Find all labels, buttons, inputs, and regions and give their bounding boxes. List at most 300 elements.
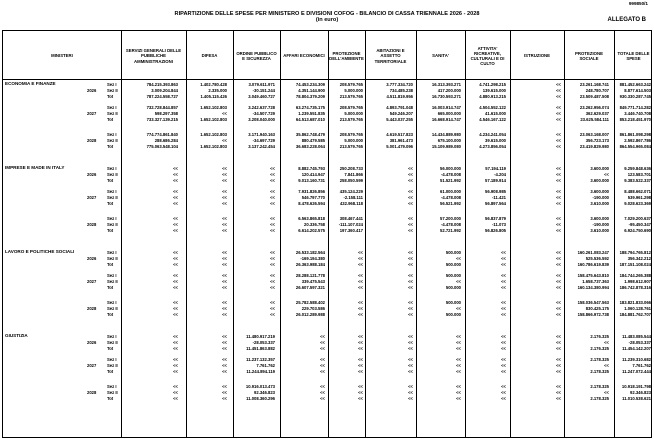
table-cell: 500.000 (445, 273, 461, 278)
column-header: ATTIVITA' RICREATIVE, CULTURALI E DI CULTO (470, 45, 505, 67)
table-cell: << (222, 285, 227, 290)
section-label: Sez I (107, 189, 117, 194)
table-cell: << (270, 306, 275, 311)
table-cell: 500.000 (445, 285, 461, 290)
section-label: Sez II (107, 222, 118, 227)
table-cell: << (604, 390, 609, 395)
table-cell: 864.554.965.084 (619, 144, 651, 149)
title-line-2: (in euro) (315, 17, 339, 24)
table-cell: << (173, 346, 178, 351)
table-cell: << (270, 228, 275, 233)
column-header: PROTEZIONE DELL'AMBIENTE (329, 50, 364, 61)
table-cell: << (556, 273, 561, 278)
table-cell: << (556, 285, 561, 290)
table-cell: -169.194.380 (300, 256, 325, 261)
table-cell: 23.063.168.007 (579, 132, 609, 137)
table-cell: 9.028.623.369 (624, 201, 651, 206)
table-cell: << (358, 384, 363, 389)
table-cell: << (173, 195, 178, 200)
section-label: Sez II (107, 256, 118, 261)
table-cell: 229.703.586 (301, 306, 325, 311)
table-cell: 3.446.740.708 (624, 111, 651, 116)
table-cell: 57.200.000 (440, 216, 461, 221)
section-label: Sez II (107, 172, 118, 177)
table-cell: << (358, 312, 363, 317)
table-cell: 4.273.856.054 (479, 144, 506, 149)
table-cell: << (501, 390, 506, 395)
table-cell: << (556, 222, 561, 227)
table-cell: << (222, 384, 227, 389)
year-label: 2027 (87, 111, 97, 116)
table-cell: 4.741.298.215 (479, 82, 506, 87)
table-cell: 1.239.551.835 (298, 111, 325, 116)
table-cell: 5.000.000 (344, 111, 363, 116)
table-cell: << (556, 195, 561, 200)
table-cell: 288.686.284 (154, 138, 178, 143)
table-cell: -28.053.337 (252, 340, 275, 345)
table-cell: 187.151.108.024 (619, 262, 651, 267)
table-cell: 5.443.037.255 (386, 117, 413, 122)
table-cell: << (408, 189, 413, 194)
table-cell: << (222, 346, 227, 351)
table-cell: -34.507.729 (252, 111, 275, 116)
table-cell: << (358, 285, 363, 290)
table-cell: 11.008.360.296 (246, 396, 275, 401)
table-cell: << (556, 312, 561, 317)
table-cell: << (173, 312, 178, 317)
table-cell: << (556, 357, 561, 362)
table-cell: << (358, 340, 363, 345)
table-cell: << (173, 279, 178, 284)
table-cell: << (556, 262, 561, 267)
table-cell: 28.288.121.778 (295, 273, 325, 278)
table-cell: << (222, 256, 227, 261)
section-label: Sez I (107, 300, 117, 305)
column-divider (614, 31, 615, 437)
table-cell: << (173, 262, 178, 267)
section-label: Sez II (107, 138, 118, 143)
table-cell: << (501, 262, 506, 267)
table-cell: << (270, 189, 275, 194)
ministry-name: LAVORO E POLITICHE SOCIALI (5, 249, 75, 254)
title-line-1: RIPARTIZIONE DELLE SPESE PER MINISTERO E DIVISIONI COFOG - BILANCIO DI CASSA TRIENNALE 2026 - 2028 (174, 11, 480, 17)
section-label: Tot (107, 117, 114, 122)
table-cell: 23.419.829.980 (579, 144, 609, 149)
table-cell: << (408, 279, 413, 284)
table-cell: 11.239.310.682 (622, 357, 651, 362)
table-cell: << (320, 396, 325, 401)
table-cell: << (408, 340, 413, 345)
table-cell: 880.479.585 (301, 138, 325, 143)
table-cell: << (222, 369, 227, 374)
table-cell: << (456, 363, 461, 368)
column-header: DIFESA (201, 53, 218, 59)
table-cell: << (556, 228, 561, 233)
year-label: 2028 (87, 390, 97, 395)
column-header: MINISTERI (51, 53, 73, 59)
table-cell: << (173, 178, 178, 183)
table-cell: << (556, 300, 561, 305)
table-cell: -2.158.111 (343, 195, 363, 200)
header-separator (3, 79, 651, 80)
table-cell: << (501, 363, 506, 368)
table-cell: 208.579.765 (339, 132, 363, 137)
table-cell: << (456, 346, 461, 351)
table-cell: 139.615.000 (482, 88, 506, 93)
spending-table (2, 30, 652, 438)
table-cell: 500.000 (445, 312, 461, 317)
section-label: Sez II (107, 88, 118, 93)
table-cell: << (358, 250, 363, 255)
table-cell: 734.485.238 (389, 88, 413, 93)
section-label: Tot (107, 369, 114, 374)
table-cell: << (456, 306, 461, 311)
table-cell: 775.063.548.104 (146, 144, 178, 149)
column-divider (328, 31, 329, 437)
table-cell: 1.652.102.803 (200, 117, 227, 122)
table-cell: 56.521.992 (440, 201, 461, 206)
table-cell: 3.777.334.720 (386, 82, 413, 87)
table-cell: << (222, 262, 227, 267)
table-cell: << (556, 346, 561, 351)
table-cell: << (173, 340, 178, 345)
table-cell: << (222, 195, 227, 200)
document-code: 999850/1 (628, 1, 648, 6)
table-cell: << (358, 306, 363, 311)
table-cell: 16.668.914.747 (431, 117, 461, 122)
table-cell: << (556, 132, 561, 137)
table-cell: << (556, 144, 561, 149)
table-cell: 3.049.460.727 (248, 94, 275, 99)
table-cell: << (501, 312, 506, 317)
table-cell: << (408, 262, 413, 267)
table-cell: 4.504.552.122 (479, 105, 506, 110)
year-label: 2026 (87, 340, 97, 345)
table-cell: 6.614.202.575 (298, 228, 325, 233)
table-cell: 2.335.000 (208, 88, 227, 93)
section-label: Tot (107, 144, 114, 149)
table-cell: 1.658.737.363 (582, 279, 609, 284)
table-cell: 3.079.611.971 (248, 82, 275, 87)
table-cell: 4.546.167.122 (479, 117, 506, 122)
table-cell: -4.478.008 (440, 195, 461, 200)
column-divider (280, 31, 281, 437)
table-cell: << (173, 222, 178, 227)
table-cell: 16.730.593.271 (431, 94, 461, 99)
table-cell: << (173, 306, 178, 311)
table-cell: << (408, 334, 413, 339)
table-cell: -4.204 (494, 172, 506, 177)
table-cell: 356.342.212 (627, 256, 651, 261)
table-cell: << (222, 357, 227, 362)
table-cell: << (556, 82, 561, 87)
column-divider (465, 31, 466, 437)
column-divider (233, 31, 234, 437)
table-cell: 16.313.393.271 (431, 82, 461, 87)
table-cell: 9.383.522.337 (624, 178, 651, 183)
table-cell: 36.683.228.064 (295, 144, 325, 149)
table-cell: << (222, 363, 227, 368)
table-cell: << (408, 195, 413, 200)
table-cell: 56.826.805 (485, 228, 506, 233)
table-cell: << (556, 111, 561, 116)
table-cell: 16.003.914.747 (431, 105, 461, 110)
table-cell: -11.421 (492, 195, 506, 200)
section-label: Sez I (107, 82, 117, 87)
table-cell: << (556, 216, 561, 221)
table-cell: << (173, 216, 178, 221)
table-cell: << (408, 384, 413, 389)
table-cell: 92.346.823 (630, 390, 651, 395)
column-divider (564, 31, 565, 437)
table-cell: << (456, 334, 461, 339)
table-cell: << (270, 216, 275, 221)
table-cell: << (501, 250, 506, 255)
table-cell: << (556, 363, 561, 368)
table-cell: << (556, 369, 561, 374)
table-cell: << (358, 396, 363, 401)
table-cell: << (222, 312, 227, 317)
table-cell: 11.010.538.621 (622, 396, 651, 401)
table-cell: 1.652.102.803 (200, 144, 227, 149)
table-cell: 3.208.040.000 (248, 117, 275, 122)
table-cell: 8.882.745.793 (298, 166, 325, 171)
table-cell: << (408, 273, 413, 278)
table-cell: << (556, 166, 561, 171)
table-cell: 213.579.765 (339, 117, 363, 122)
section-label: Sez I (107, 250, 117, 255)
table-cell: 186.742.878.316 (619, 285, 651, 290)
section-label: Sez I (107, 357, 117, 362)
table-cell: << (270, 166, 275, 171)
table-cell: 7.761.762 (632, 363, 651, 368)
table-cell: << (270, 285, 275, 290)
section-label: Tot (107, 201, 114, 206)
table-cell: 23.262.956.074 (579, 105, 609, 110)
table-cell: 63.274.735.175 (295, 105, 325, 110)
table-cell: 4.880.913.215 (479, 94, 506, 99)
table-cell: 39.615.000 (485, 138, 506, 143)
section-label: Sez I (107, 216, 117, 221)
table-cell: << (222, 334, 227, 339)
table-cell: << (222, 306, 227, 311)
table-cell: 3.137.242.454 (248, 144, 275, 149)
table-cell: << (320, 340, 325, 345)
table-cell: 2.176.325 (590, 346, 609, 351)
table-cell: << (358, 369, 363, 374)
year-label: 2028 (87, 138, 97, 143)
table-cell: << (222, 166, 227, 171)
section-label: Sez II (107, 340, 118, 345)
table-cell: -111.107.024 (338, 222, 363, 227)
table-cell: 11.454.142.207 (622, 346, 651, 351)
section-label: Tot (107, 178, 114, 183)
table-cell: 57.194.119 (485, 166, 506, 171)
table-cell: 183.821.833.066 (619, 300, 651, 305)
section-label: Sez I (107, 132, 117, 137)
table-cell: 362.629.037 (585, 111, 609, 116)
table-cell: << (408, 306, 413, 311)
table-cell: 123.583.701 (627, 172, 651, 177)
table-cell: 160.134.380.994 (577, 285, 609, 290)
table-cell: 208.579.765 (339, 82, 363, 87)
table-cell: -28.053.337 (628, 340, 651, 345)
section-label: Sez II (107, 363, 118, 368)
table-cell: << (408, 216, 413, 221)
column-header: ABITAZIONI E ASSETTO TERRITORIALE (374, 48, 407, 64)
table-cell: << (222, 228, 227, 233)
table-cell: 10.918.191.798 (621, 384, 651, 389)
table-cell: 1.652.102.803 (200, 105, 227, 110)
section-label: Tot (107, 346, 114, 351)
table-cell: 339.475.543 (301, 279, 325, 284)
table-cell: << (408, 396, 413, 401)
table-cell: << (556, 189, 561, 194)
table-cell: 197.360.417 (339, 228, 363, 233)
table-cell: << (173, 384, 178, 389)
table-cell: << (222, 390, 227, 395)
table-cell: 3.600.000 (590, 189, 609, 194)
table-cell: 8.478.626.594 (298, 201, 325, 206)
table-cell: << (270, 195, 275, 200)
table-cell: << (222, 396, 227, 401)
section-label: Tot (107, 396, 114, 401)
table-cell: 52.721.992 (440, 228, 461, 233)
table-cell: 732.728.844.857 (146, 105, 178, 110)
table-cell: 6.563.865.818 (298, 216, 325, 221)
table-cell: << (320, 357, 325, 362)
section-label: Sez II (107, 390, 118, 395)
table-cell: 8.488.662.071 (624, 189, 651, 194)
table-cell: 9.259.848.636 (624, 166, 651, 171)
table-cell: 158.866.972.738 (577, 312, 609, 317)
column-header: SERVIZI GENERALI DELLE PUBBLICHE AMMINISTRAZIONI (125, 48, 182, 64)
table-cell: 3.600.000 (590, 178, 609, 183)
year-label: 2028 (87, 306, 97, 311)
ministry-name: IMPRESE E MADE IN ITALY (5, 165, 65, 170)
table-cell: << (408, 228, 413, 233)
column-divider (510, 31, 511, 437)
table-cell: -190.000 (592, 222, 609, 227)
table-cell: << (556, 390, 561, 395)
table-cell: << (173, 228, 178, 233)
table-cell: << (173, 250, 178, 255)
table-cell: << (556, 334, 561, 339)
table-cell: 56.837.879 (485, 216, 506, 221)
table-cell: -11.073 (492, 222, 506, 227)
table-cell: << (270, 262, 275, 267)
table-cell: << (222, 172, 227, 177)
table-cell: 665.000.000 (437, 111, 461, 116)
table-cell: << (358, 363, 363, 368)
table-cell: 3.009.204.844 (151, 88, 178, 93)
table-cell: 774.774.861.840 (146, 132, 178, 137)
table-cell: << (501, 334, 506, 339)
column-divider (416, 31, 417, 437)
table-cell: << (270, 178, 275, 183)
table-cell: 308.467.441 (339, 216, 363, 221)
table-cell: << (270, 300, 275, 305)
table-cell: 7.931.826.856 (298, 189, 325, 194)
table-cell: 7.029.200.637 (624, 216, 651, 221)
table-cell: << (222, 111, 227, 116)
year-label: 2026 (87, 256, 97, 261)
table-cell: 184.881.762.707 (619, 312, 651, 317)
table-cell: << (320, 334, 325, 339)
table-cell: 525.536.592 (585, 256, 609, 261)
table-cell: << (358, 390, 363, 395)
table-cell: 849.771.714.282 (619, 105, 651, 110)
section-label: Sez II (107, 306, 118, 311)
table-cell: << (408, 312, 413, 317)
table-cell: << (173, 201, 178, 206)
table-cell: << (408, 201, 413, 206)
table-cell: << (222, 138, 227, 143)
table-cell: 3.610.000 (590, 201, 609, 206)
table-cell: << (270, 250, 275, 255)
table-cell: 11.237.132.357 (246, 357, 275, 362)
table-cell: << (556, 279, 561, 284)
table-cell: << (320, 390, 325, 395)
table-cell: << (556, 105, 561, 110)
table-cell: << (270, 273, 275, 278)
table-cell: 500.000 (445, 250, 461, 255)
table-cell: << (358, 334, 363, 339)
table-cell: 25.782.588.402 (295, 300, 325, 305)
section-label: Sez II (107, 195, 118, 200)
ministry-name: ECONOMIA E FINANZE (5, 81, 56, 86)
table-cell: 11.247.072.444 (622, 369, 651, 374)
table-cell: << (173, 396, 178, 401)
table-cell: << (456, 384, 461, 389)
table-cell: << (501, 357, 506, 362)
table-cell: << (501, 369, 506, 374)
table-cell: << (222, 340, 227, 345)
table-cell: << (501, 306, 506, 311)
table-cell: 158.475.643.810 (577, 273, 609, 278)
table-cell: << (173, 285, 178, 290)
table-cell: << (270, 201, 275, 206)
table-cell: 20.336.758 (304, 222, 325, 227)
table-cell: 250.208.733 (339, 166, 363, 171)
table-cell: 35.862.748.479 (295, 132, 325, 137)
table-cell: << (408, 390, 413, 395)
table-cell: 64.513.687.010 (295, 117, 325, 122)
table-cell: -95.450.347 (628, 222, 651, 227)
table-cell: << (173, 172, 178, 177)
section-label: Sez I (107, 105, 117, 110)
table-cell: << (173, 256, 178, 261)
table-cell: 26.533.182.564 (295, 250, 325, 255)
table-cell: << (501, 285, 506, 290)
column-header: ISTRUZIONE (523, 53, 551, 59)
table-cell: 417.200.000 (437, 88, 461, 93)
table-cell: << (222, 273, 227, 278)
table-cell: 1.652.102.803 (200, 132, 227, 137)
table-cell: 5.000.000 (344, 88, 363, 93)
table-cell: << (270, 256, 275, 261)
year-label: 2027 (87, 195, 97, 200)
table-cell: 1.060.128.761 (624, 306, 651, 311)
table-cell: 1.405.115.426 (200, 94, 227, 99)
table-cell: 208.579.765 (339, 105, 363, 110)
table-cell: 830.425.175 (585, 306, 609, 311)
table-cell: << (358, 273, 363, 278)
table-cell: 9.013.160.731 (298, 178, 325, 183)
table-cell: 2.178.325 (590, 369, 609, 374)
section-label: Tot (107, 228, 114, 233)
table-cell: 853.218.451.970 (619, 117, 651, 122)
